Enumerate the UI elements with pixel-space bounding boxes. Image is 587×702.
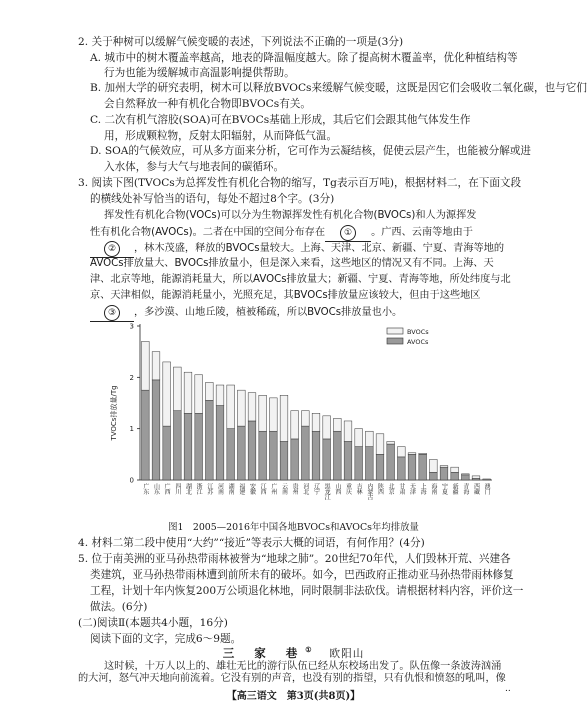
- bar-avocs: [227, 429, 235, 480]
- bar-avocs: [429, 472, 437, 480]
- story-line1: 这时候，十万人以上的、雄壮无比的游行队伍已经从东校场出发了。队伍像一条波涛汹涌: [104, 661, 502, 672]
- bar-avocs: [237, 426, 245, 480]
- q2-option-d-line1: D. SOA的气候效应，可从多方面来分析，它可作为云凝结核，促使云层产生，也能被分解或进: [90, 145, 532, 157]
- bar-avocs: [173, 411, 181, 480]
- bar-bvocs: [248, 393, 256, 421]
- x-tick-label: 青海: [461, 483, 469, 494]
- bar-bvocs: [408, 453, 416, 455]
- x-tick-label: 甘肃: [397, 483, 405, 494]
- chart-x-tick-labels: [142, 482, 490, 501]
- bar-bvocs: [333, 418, 341, 431]
- x-tick-label: 吉林: [355, 483, 363, 494]
- bar-bvocs: [419, 453, 427, 454]
- bar-bvocs: [205, 382, 213, 400]
- q5-line4: 做法。(6分): [90, 601, 148, 613]
- bar-avocs: [291, 439, 299, 480]
- bar-bvocs: [376, 434, 384, 455]
- x-tick-label: 天津: [408, 483, 416, 494]
- bar-avocs: [355, 447, 363, 480]
- chart-legend: [387, 328, 429, 346]
- blank-3-marker: ③: [104, 305, 120, 321]
- bar-bvocs: [184, 372, 192, 413]
- x-tick-label: 广西: [163, 483, 171, 494]
- bar-bvocs: [365, 431, 373, 446]
- q2-option-d-line2: 入水体，参与大气与地表间的碳循环。: [104, 161, 285, 173]
- x-tick-label: 河北: [301, 483, 309, 494]
- x-tick-label: 西藏: [472, 483, 480, 494]
- bar-bvocs: [355, 429, 363, 447]
- bar-bvocs: [301, 411, 309, 426]
- bar-bvocs: [451, 467, 459, 472]
- bar-bvocs: [344, 421, 352, 442]
- answer-blank-1[interactable]: [325, 225, 371, 242]
- q5-line1: 5. 位于南美洲的亚马孙热带雨林被誉为“地球之肺”。20世纪70年代，人们毁林开荒、兴建各: [78, 553, 511, 565]
- bar-avocs: [269, 431, 277, 480]
- bar-avocs: [483, 479, 491, 480]
- q2-stem: 2. 关于种树可以缓解气候变暖的表述，下列说法不正确的一项是(3分): [78, 36, 404, 48]
- x-tick-label: 江苏: [205, 483, 213, 494]
- x-tick-label: 山东: [152, 483, 160, 494]
- bar-avocs: [344, 442, 352, 481]
- bar-bvocs: [237, 390, 245, 426]
- story-author: 欧阳山: [329, 648, 365, 660]
- bar-bvocs: [291, 411, 299, 439]
- bar-avocs: [397, 457, 405, 480]
- bar-bvocs: [429, 459, 437, 472]
- story-title: 三 家 巷: [222, 646, 306, 660]
- bar-avocs: [248, 421, 256, 480]
- page-footer: 【高三语文 第3页(共8页)】: [226, 691, 361, 702]
- section-instruction: 阅读下面的文字，完成6～9题。: [90, 633, 242, 645]
- bar-bvocs: [152, 352, 160, 380]
- x-tick-label: 山西: [333, 483, 341, 494]
- bar-avocs: [387, 444, 395, 480]
- q4-stem: 4. 材料二第二段中使用“大约”“接近”等表示大概的词语，有何作用？(4分): [78, 537, 425, 549]
- bar-bvocs: [141, 341, 149, 390]
- tvocs-emission-chart: [100, 318, 500, 518]
- x-tick-label: 河南: [216, 483, 224, 494]
- q3-passage-line3-text: ，林木茂盛，释放的BVOCs量较大。上海、天津、北京、新疆、宁夏、青海等地的: [134, 243, 505, 254]
- bar-bvocs: [387, 442, 395, 445]
- bar-bvocs: [280, 395, 288, 441]
- bar-bvocs: [216, 385, 224, 406]
- bar-bvocs: [163, 362, 171, 426]
- bar-bvocs: [173, 367, 181, 411]
- bar-bvocs: [472, 476, 480, 479]
- blank-1-marker: ①: [340, 225, 356, 241]
- x-tick-label: 内蒙古: [365, 483, 373, 500]
- q3-stem-line1: 3. 阅读下图(TVOCs为总挥发性有机化合物的缩写，Tg表示百万吨)，根据材料二，在下面文段: [78, 177, 522, 189]
- legend-swatch-avocs: [387, 338, 403, 344]
- x-tick-label: 新疆: [451, 483, 459, 494]
- bar-bvocs: [312, 413, 320, 431]
- legend-swatch-bvocs: [387, 328, 403, 334]
- q5-line2: 类建筑，亚马孙热带雨林遭到前所未有的破坏。如今，巴西政府正推动亚马孙热带雨林修复: [90, 569, 514, 581]
- q3-passage-line5: 津、北京等地，能源消耗量大，所以AVOCs排放量大；新疆、宁夏、青海等地，所处纬度与北: [90, 274, 511, 285]
- q3-passage-line2: [90, 225, 473, 242]
- q2-option-a-line2: 行为也能为缓解城市高温影响提供帮助。: [104, 67, 295, 79]
- bar-bvocs: [461, 474, 469, 475]
- x-tick-label: 安徽: [248, 483, 256, 494]
- legend-label-bvocs: BVOCs: [407, 328, 429, 336]
- bar-avocs: [312, 431, 320, 480]
- bar-avocs: [152, 380, 160, 480]
- x-tick-label: 陕西: [376, 483, 384, 494]
- x-tick-label: 湖南: [227, 483, 235, 494]
- y-tick-label: 3: [129, 322, 134, 331]
- x-tick-label: 贵州: [291, 483, 299, 494]
- bar-avocs: [333, 431, 341, 480]
- chart-caption: 图1 2005—2016年中国各地BVOCs和AVOCs年均排放量: [168, 522, 419, 533]
- q2-option-b-line2: 会自然释放一种有机化合物即BVOCs有关。: [104, 98, 311, 110]
- chart-axes: [130, 323, 492, 485]
- x-tick-label: 黑龙江: [323, 483, 331, 500]
- x-tick-label: 澳门: [483, 483, 491, 494]
- x-tick-label: 四川: [173, 483, 181, 494]
- q3-stem-line2: 的横线处补写恰当的语句，每处不超过8个字。(3分): [90, 193, 335, 205]
- x-tick-label: 海南: [429, 483, 437, 494]
- q3-passage-line1: 挥发性有机化合物(VOCs)可以分为生物源挥发性有机化合物(BVOCs)和人为源挥发: [104, 210, 477, 221]
- answer-blank-2[interactable]: [90, 241, 134, 258]
- section-heading: (二)阅读Ⅱ(本题共4小题，16分): [78, 617, 228, 629]
- bar-avocs: [408, 454, 416, 480]
- bar-avocs: [184, 413, 192, 480]
- chart-bars: [141, 341, 490, 480]
- x-tick-label: 江西: [259, 483, 267, 494]
- bar-bvocs: [269, 398, 277, 431]
- bar-avocs: [141, 390, 149, 480]
- bar-avocs: [195, 413, 203, 480]
- chart-ylabel: TVOCs排放量/Tg: [110, 385, 118, 441]
- bar-bvocs: [440, 466, 448, 468]
- x-tick-label: 广州: [269, 483, 277, 494]
- q2-option-c-line2: 用，形成颗粒物，反射太阳辐射，从而降低气温。: [104, 130, 338, 142]
- bar-bvocs: [397, 447, 405, 457]
- q5-line3: 工程，计划十年内恢复200万公顷退化林地，同时限制非法砍伐。请根据材料内容，评价这一: [90, 585, 524, 597]
- bar-avocs: [419, 454, 427, 480]
- x-tick-label: 广东: [141, 483, 149, 494]
- story-line2: 的大河，怒气冲天地向前流着。它没有别的声音，也没有别的指望，只有仇恨和愤怒的吼叫，像: [78, 673, 506, 684]
- blank-2-marker: ②: [104, 241, 120, 257]
- q3-passage-line4: AVOCs排放量大、BVOCs排放量小，但是深入来看，这些地区的情况又有不同。上海、天: [90, 258, 494, 269]
- bar-bvocs: [227, 385, 235, 429]
- x-tick-label: 宁夏: [440, 483, 448, 494]
- bar-avocs: [280, 442, 288, 481]
- bar-avocs: [163, 426, 171, 480]
- trailing-mark: ..: [505, 684, 511, 694]
- x-tick-label: 重庆: [344, 483, 352, 494]
- legend-label-avocs: AVOCs: [407, 338, 429, 346]
- story-title-block: [0, 645, 587, 661]
- bar-bvocs: [323, 416, 331, 439]
- x-tick-label: 浙江: [195, 483, 203, 494]
- bar-avocs: [376, 454, 384, 480]
- q2-option-b-line1: B. 加州大学的研究表明，树木可以释放BVOCs来缓解气候变暖，这既是因它们会吸收二氧化碳，也与它们: [90, 82, 587, 94]
- y-tick-label: 0: [129, 476, 134, 485]
- bar-avocs: [301, 426, 309, 480]
- footnote-marker: ①: [305, 645, 312, 655]
- y-tick-label: 1: [129, 425, 134, 434]
- q3-passage-line6: 京、天津相似，能源消耗量小，光照充足，其BVOCs排放量应该较大，但由于这些地区: [90, 290, 481, 301]
- bar-avocs: [259, 431, 267, 480]
- q3-passage-line2-tail: 。广西、云南等地由于: [371, 227, 473, 238]
- bar-bvocs: [195, 375, 203, 414]
- q3-passage-line3: [90, 241, 504, 258]
- q3-passage-line2-text: 性有机化合物(AVOCs)。二者在中国的空间分布存在: [90, 227, 326, 238]
- bar-avocs: [451, 472, 459, 480]
- bar-avocs: [365, 447, 373, 480]
- x-tick-label: 云南: [280, 483, 288, 494]
- q2-option-a-line1: A. 城市中的树木覆盖率越高，地表的降温幅度越大。除了提高树木覆盖率，优化种植结构等: [90, 52, 518, 64]
- bar-avocs: [461, 475, 469, 480]
- y-tick-label: 2: [129, 373, 134, 382]
- bar-avocs: [216, 406, 224, 480]
- x-tick-label: 福建: [237, 483, 245, 494]
- bar-avocs: [440, 467, 448, 480]
- bar-avocs: [323, 439, 331, 480]
- q3-passage-line7-text: ，多沙漠、山地丘陵，植被稀疏，所以BVOCs排放量也小。: [134, 307, 403, 318]
- bar-bvocs: [259, 395, 267, 431]
- q2-option-c-line1: C. 二次有机气溶胶(SOA)可在BVOCs基础上形成，其后它们会跟其他气体发生作: [90, 114, 471, 126]
- x-tick-label: 北京: [387, 483, 395, 494]
- x-tick-label: 辽宁: [312, 483, 320, 494]
- x-tick-label: 湖北: [184, 483, 192, 494]
- x-tick-label: 上海: [419, 483, 427, 494]
- bar-avocs: [205, 400, 213, 480]
